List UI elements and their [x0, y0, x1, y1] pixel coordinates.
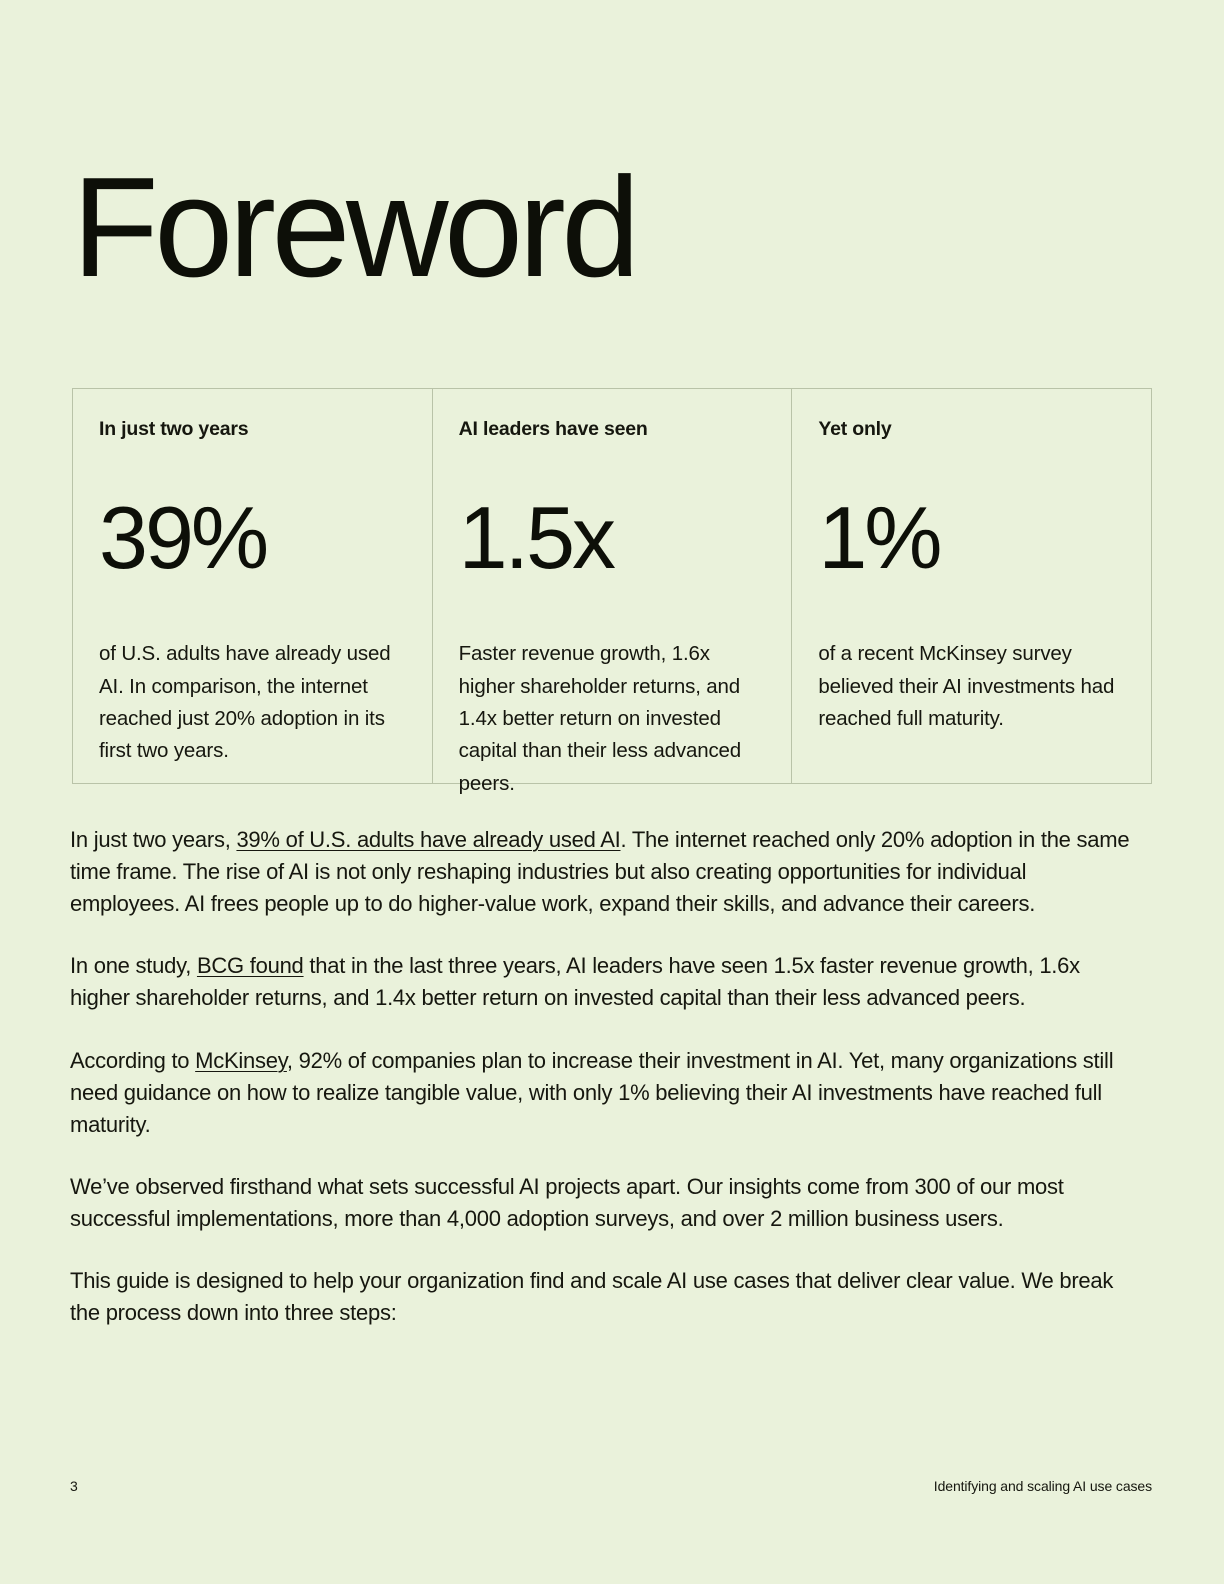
paragraph-3-text-after: , 92% of companies plan to increase their investment in AI. Yet, many organizations still need guidance on how to realize tangible value, with only 1% believing their AI investments have reached full maturity. [70, 1047, 1114, 1137]
stat-card-2-value: 1.5x [458, 488, 614, 588]
paragraph-3-text-before: According to [70, 1047, 196, 1073]
paragraph-1 [70, 824, 1136, 920]
footer-document-title: Identifying and scaling AI use cases [933, 1478, 1152, 1494]
page-title: Foreword [72, 148, 636, 308]
link-bcg-found[interactable]: BCG found [196, 953, 304, 979]
stat-cards-group [72, 388, 1152, 795]
stat-card-1-label: In just two years [99, 418, 249, 440]
paragraph-2-text-before: In one study, [70, 953, 197, 979]
stat-card-3-description: of a recent McKinsey survey believed their AI investments had reached full maturity. [818, 642, 1115, 731]
page-footer [70, 1478, 1152, 1494]
paragraph-3 [70, 1045, 1136, 1141]
paragraph-1-text-before: In just two years, [70, 827, 237, 852]
stat-card-1 [73, 389, 433, 783]
stat-card-1-description: of U.S. adults have already used AI. In comparison, the internet reached just 20% adoption in its first two years. [99, 642, 391, 763]
link-ai-adoption-stat[interactable]: 39% of U.S. adults have already used AI [236, 827, 621, 852]
stat-card-3-label: Yet only [818, 418, 892, 440]
stat-card-3-value: 1% [818, 488, 940, 588]
link-mckinsey[interactable]: McKinsey [195, 1047, 287, 1073]
stat-card-2-label: AI leaders have seen [458, 418, 648, 440]
paragraph-2-text-after: that in the last three years, AI leaders have seen 1.5x faster revenue growth, 1.6x higher shareholder returns, and 1.4x better return on invested capital than their less advanced peers. [70, 953, 1080, 1011]
stat-card-2 [433, 389, 793, 795]
footer-page-number: 3 [70, 1478, 78, 1494]
stat-card-1-value: 39% [99, 488, 267, 588]
body-copy [70, 824, 1136, 1329]
paragraph-2 [70, 950, 1136, 1014]
paragraph-4: We’ve observed firsthand what sets successful AI projects apart. Our insights come from 300 of our most successful implementations, more than 4,000 adoption surveys, and over 2 million business users. [70, 1173, 1064, 1231]
paragraph-5: This guide is designed to help your organization find and scale AI use cases that deliver clear value. We break the process down into three steps: [70, 1268, 1114, 1326]
stat-card-2-description: Faster revenue growth, 1.6x higher shareholder returns, and 1.4x better return on invested capital than their less advanced peers. [458, 642, 742, 795]
stat-card-3 [792, 389, 1151, 783]
paragraph-1-text-after: . The internet reached only 20% adoption in the same time frame. The rise of AI is not only reshaping industries but also creating opportunities for individual employees. AI frees people up to do higher-value work, expand their skills, and advance their careers. [70, 827, 1130, 917]
